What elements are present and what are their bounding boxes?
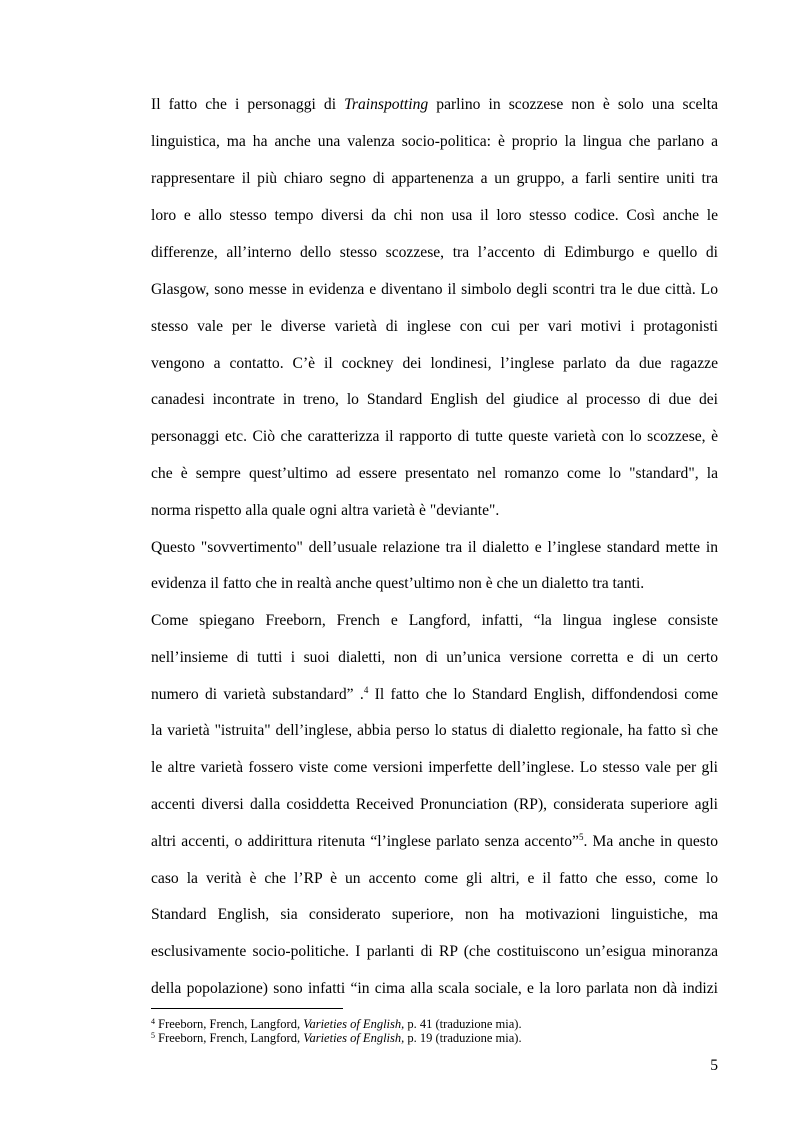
footnote-5 xyxy=(151,1031,522,1045)
body-line-25: della popolazione) sono infatti “in cima alla scala sociale, e la loro parlata non dà indizi xyxy=(151,980,718,997)
line-text: altri accenti, o addirittura ritenuta “l’inglese parlato senza accento” xyxy=(151,833,579,850)
body-line-5: differenze, all’interno dello stesso scozzese, tra l’accento di Edimburgo e quello di xyxy=(151,244,718,261)
body-line-16: nell’insieme di tutti i suoi dialetti, non di un’unica versione corretta e di un certo xyxy=(151,649,718,666)
body-line-11: che è sempre quest’ultimo ad essere presentato nel romanzo come lo "standard", la xyxy=(151,465,718,482)
line-text: Il fatto che lo Standard English, diffondendosi come xyxy=(368,686,718,703)
book-title: Trainspotting xyxy=(344,96,429,113)
body-line-1 xyxy=(151,96,718,114)
line-text: . Ma anche in questo xyxy=(583,833,718,850)
body-line-21 xyxy=(151,833,718,851)
body-line-18: la varietà "istruita" dell’inglese, abbia perso lo status di dialetto regionale, ha fatto sì che xyxy=(151,722,718,739)
footnote-text: p. 41 (traduzione mia). xyxy=(404,1017,522,1031)
body-line-9: canadesi incontrate in treno, lo Standard English del giudice al processo di due dei xyxy=(151,391,718,408)
line-text: parlino in scozzese non è solo una scelta xyxy=(428,96,718,113)
footnote-ref-4[interactable]: 4 xyxy=(363,685,369,695)
body-line-6: Glasgow, sono messe in evidenza e diventano il simbolo degli scontri tra le due città. Lo xyxy=(151,281,718,298)
footnote-number: 4 xyxy=(151,1017,155,1026)
footnote-text: p. 19 (traduzione mia). xyxy=(404,1031,522,1045)
body-line-24: esclusivamente socio-politiche. I parlanti di RP (che costituiscono un’esigua minoranza xyxy=(151,943,718,960)
body-line-23: Standard English, sia considerato superiore, non ha motivazioni linguistiche, ma xyxy=(151,906,718,923)
footnote-text: Freeborn, French, Langford, xyxy=(155,1031,304,1045)
line-text: Il fatto che i personaggi di xyxy=(151,96,345,113)
page-number: 5 xyxy=(710,1057,718,1074)
footnote-number: 5 xyxy=(151,1031,155,1040)
body-line-15: Come spiegano Freeborn, French e Langford, infatti, “la lingua inglese consiste xyxy=(151,612,718,629)
body-line-4: loro e allo stesso tempo diversi da chi non usa il loro stesso codice. Così anche le xyxy=(151,207,718,224)
body-line-8: vengono a contatto. C’è il cockney dei londinesi, l’inglese parlato da due ragazze xyxy=(151,355,718,372)
footnote-4 xyxy=(151,1017,522,1031)
body-line-10: personaggi etc. Ciò che caratterizza il rapporto di tutte queste varietà con lo scozzese, è xyxy=(151,428,718,445)
body-line-2: linguistica, ma ha anche una valenza socio-politica: è proprio la lingua che parlano a xyxy=(151,133,718,150)
footnote-title: Varieties of English, xyxy=(303,1031,405,1045)
footnote-ref-5[interactable]: 5 xyxy=(578,832,584,842)
body-line-7: stesso vale per le diverse varietà di inglese con cui per vari motivi i protagonisti xyxy=(151,318,718,335)
body-line-20: accenti diversi dalla cosiddetta Received Pronunciation (RP), considerata superiore agli xyxy=(151,796,718,813)
body-line-12: norma rispetto alla quale ogni altra varietà è "deviante". xyxy=(151,502,500,519)
footnote-text: Freeborn, French, Langford, xyxy=(155,1017,304,1031)
body-line-14: evidenza il fatto che in realtà anche quest’ultimo non è che un dialetto tra tanti. xyxy=(151,575,645,592)
footnote-title: Varieties of English, xyxy=(303,1017,405,1031)
body-line-3: rappresentare il più chiaro segno di appartenenza a un gruppo, a farli sentire uniti tra xyxy=(151,170,718,187)
line-text: numero di varietà substandard” . xyxy=(151,686,364,703)
footnote-separator xyxy=(151,1008,343,1009)
body-line-19: le altre varietà fossero viste come versioni imperfette dell’inglese. Lo stesso vale per gli xyxy=(151,759,718,776)
body-line-13: Questo "sovvertimento" dell’usuale relazione tra il dialetto e l’inglese standard mette in xyxy=(151,539,718,556)
body-line-22: caso la verità è che l’RP è un accento come gli altri, e il fatto che esso, come lo xyxy=(151,870,718,887)
body-line-17 xyxy=(151,686,718,704)
